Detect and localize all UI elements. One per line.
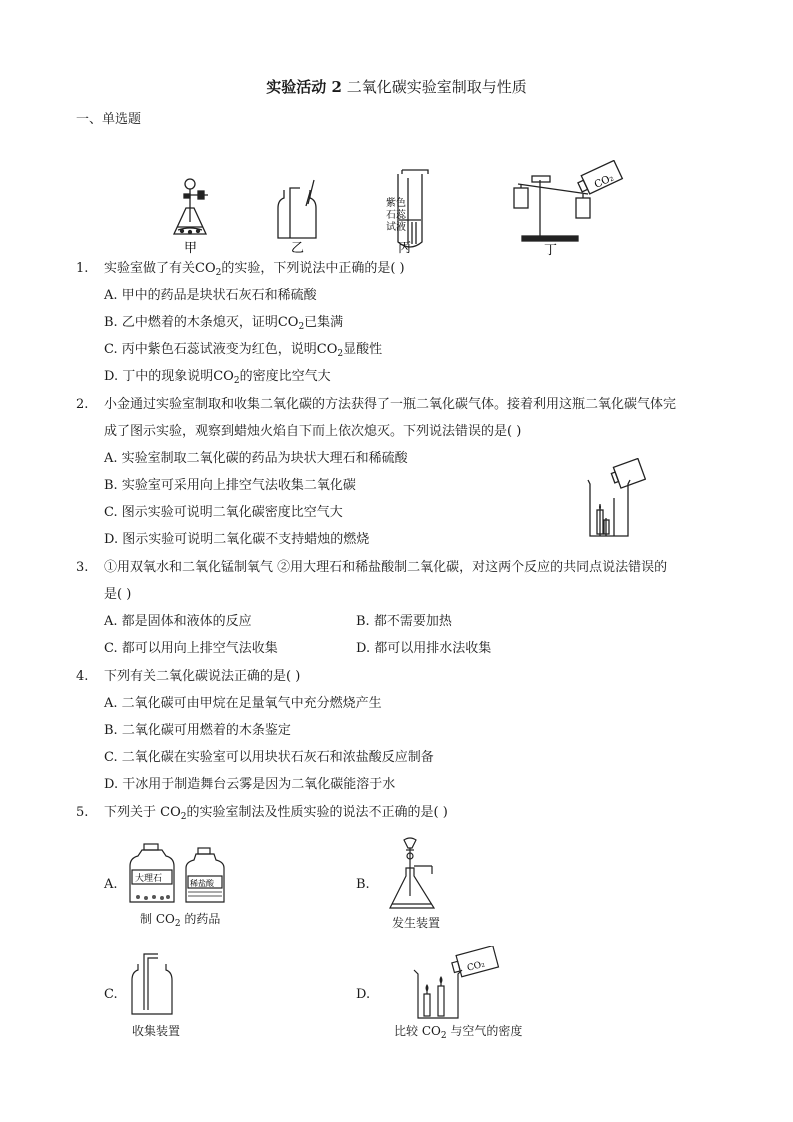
q5-d-co2-label: CO₂ — [466, 959, 487, 974]
label-litmus-3: 试液 — [386, 222, 406, 233]
figure-apparatus-1 — [170, 160, 630, 256]
q2-option-a: A. 实验室制取二氧化碳的药品为块状大理石和稀硫酸 — [104, 451, 408, 466]
q3-stem-1: ①用双氧水和二氧化锰制氧气 ②用大理石和稀盐酸制二氧化碳，对这两个反应的共同点说法错误的 — [104, 560, 668, 575]
q1-stem: 实验室做了有关$CO_2$的实验，下列说法中正确的是( ) — [104, 261, 405, 278]
label-litmus-2: 石蕊 — [386, 210, 406, 221]
q2-number: 2. — [76, 397, 89, 412]
q5-option-c-letter: C. — [104, 987, 118, 1002]
title-rest: 二氧化碳实验室制取与性质 — [341, 78, 527, 96]
q1-option-d: D. 丁中的现象说明$CO_2$的密度比空气大 — [104, 369, 331, 386]
q4-stem: 下列有关二氧化碳说法正确的是( ) — [104, 669, 301, 684]
q5-b-generator — [388, 836, 448, 914]
q2-option-d: D. 图示实验可说明二氧化碳不支持蜡烛的燃烧 — [104, 532, 370, 547]
q1-option-b: B. 乙中燃着的木条熄灭，证明$CO_2$已集满 — [104, 315, 344, 332]
q5-number: 5. — [76, 805, 89, 820]
q2-stem-1: 小金通过实验室制取和收集二氧化碳的方法获得了一瓶二氧化碳气体。接着利用这瓶二氧化碳气体完 — [104, 397, 677, 412]
q5-a-caption: 制 $CO_2$ 的药品 — [140, 912, 221, 929]
q5-b-caption: 发生装置 — [392, 916, 441, 930]
title-bold: 实验活动 2 — [266, 78, 342, 96]
q2-stem-2: 成了图示实验，观察到蜡烛火焰自下而上依次熄灭。下列说法错误的是( ) — [104, 424, 522, 439]
label-co2-ding: CO₂ — [592, 172, 616, 191]
q5-d-density-beaker — [412, 946, 508, 1020]
q2-option-b: B. 实验室可采用向上排空气法收集二氧化碳 — [104, 478, 356, 493]
apparatus-yi — [278, 180, 316, 238]
apparatus-jia — [174, 179, 208, 234]
q5-a-reagent-bottles — [124, 842, 234, 904]
label-ding: 丁 — [544, 243, 558, 256]
q3-option-a: A. 都是固体和液体的反应 — [104, 614, 252, 629]
q3-option-d: D. 都可以用排水法收集 — [356, 641, 492, 656]
q3-number: 3. — [76, 560, 89, 575]
q4-option-d: D. 干冰用于制造舞台云雾是因为二氧化碳能溶于水 — [104, 777, 396, 792]
apparatus-ding — [514, 160, 622, 241]
q5-c-collector — [128, 950, 178, 1016]
figure-candle-beaker — [584, 458, 646, 540]
q3-option-c: C. 都可以用向上排空气法收集 — [104, 641, 278, 656]
section-heading: 一、单选题 — [76, 112, 142, 127]
q2-option-c: C. 图示实验可说明二氧化碳密度比空气大 — [104, 505, 343, 520]
q1-option-a: A. 甲中的药品是块状石灰石和稀硫酸 — [104, 288, 317, 303]
q3-option-b: B. 都不需要加热 — [356, 614, 452, 629]
label-yi: 乙 — [291, 241, 305, 256]
q5-option-b-letter: B. — [356, 877, 370, 892]
q3-stem-2: 是( ) — [104, 587, 132, 602]
label-litmus-1: 紫色 — [386, 198, 406, 209]
page-title — [0, 76, 793, 97]
q5-option-d-letter: D. — [356, 987, 371, 1002]
bottle-label-marble: 大理石 — [135, 874, 163, 884]
q1-option-c: C. 丙中紫色石蕊试液变为红色，说明$CO_2$显酸性 — [104, 342, 383, 359]
label-bing: 丙 — [398, 241, 412, 256]
q5-c-caption: 收集装置 — [132, 1024, 181, 1038]
bottle-label-acid: 稀盐酸 — [190, 879, 214, 888]
q4-option-b: B. 二氧化碳可用燃着的木条鉴定 — [104, 723, 291, 738]
q5-option-a-letter: A. — [104, 877, 118, 892]
q4-number: 4. — [76, 669, 89, 684]
label-jia: 甲 — [184, 241, 198, 256]
q1-number: 1. — [76, 261, 89, 276]
q4-option-a: A. 二氧化碳可由甲烷在足量氧气中充分燃烧产生 — [104, 696, 382, 711]
q5-d-caption: 比较 $CO_2$ 与空气的密度 — [394, 1024, 523, 1041]
q5-stem: 下列关于 $CO_2$的实验室制法及性质实验的说法不正确的是( ) — [104, 805, 448, 822]
q4-option-c: C. 二氧化碳在实验室可以用块状石灰石和浓盐酸反应制备 — [104, 750, 434, 765]
